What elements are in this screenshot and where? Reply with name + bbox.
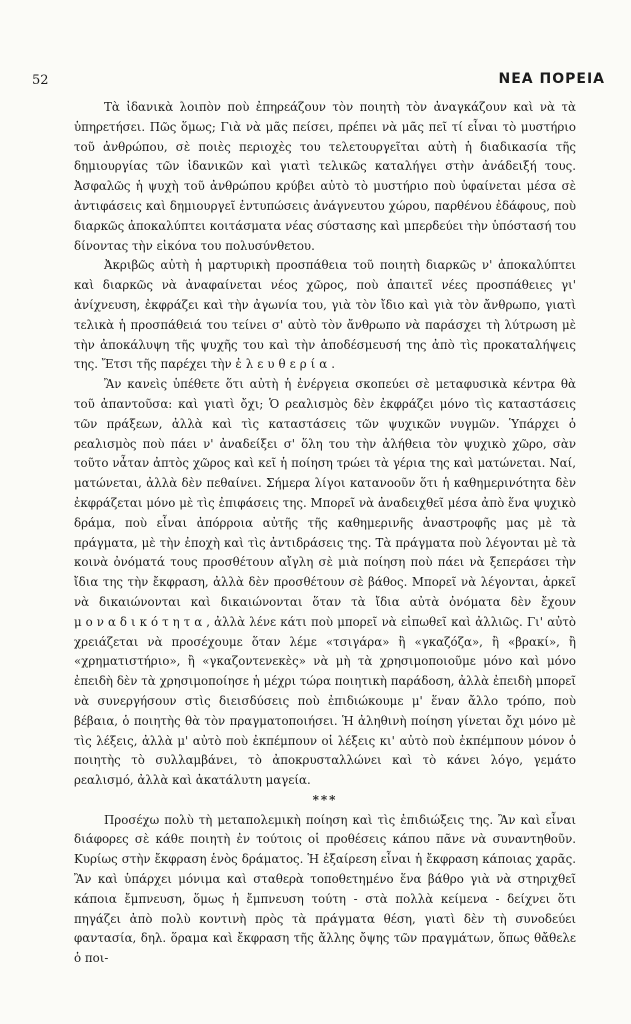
paragraph-3-end: , ἀλλὰ λένε κάτι ποὺ μπορεῖ νὰ εἰπωθεῖ καὶ ἀλλιῶς. Γι' αὐτὸ χρειάζεται νὰ προσέχουμε ὅταν λέμε «τσιγάρα» ἢ «γκαζόζα», ἢ «βρακί», ἢ «χρηματιστήριο», ἢ «γκαζοντενεκὲς» νὰ μὴ τὰ χρησιμοποιοῦμε μόνο καὶ μόνο ἐπειδὴ δὲν τὰ χρησιμοποίησε ἡ μέχρι τώρα ποιητικὴ παράδοση, ἀλλὰ ἐπειδὴ μπορεῖ νὰ συνεργήσουν στὶς διεισδύσεις ποὺ ἐπιδιώκουμε μ' ἕναν ἄλλο τρόπο, ποὺ βέβαια, ὁ ποιητὴς θὰ τὸν πραγματοποιήσει. Ἡ ἀληθινὴ ποίηση γίνεται ὄχι μόνο μὲ τὶς λέξεις, ἀλλὰ μ' αὐτὸ ποὺ ἐκπέμπουν οἱ λέξεις κι' αὐτὸ ποὺ ἐκπέμπουν μόνον ὁ ποιητὴς τὸ συλλαμβάνει, τὸ ἀποκρυσταλλώνει καὶ τὸ κάνει λόγο, γεμάτο ρεαλισμό, ἀλλὰ καὶ ἀκατάλυτη μαγεία. [74, 614, 576, 788]
article-body [74, 98, 576, 969]
spaced-word-uniqueness: μοναδικότητα [74, 614, 207, 629]
spaced-word-freedom: ἐλευθερία [235, 357, 332, 372]
paragraph-3 [74, 375, 576, 791]
paragraph-1: Τὰ ἰδανικὰ λοιπὸν ποὺ ἐπηρεάζουν τὸν ποιητὴ τὸν ἀναγκάζουν καὶ νὰ τὰ ὑπηρετήσει. Πῶς ὅμως; Γιὰ νὰ μᾶς πείσει, πρέπει νὰ μᾶς πεῖ τί εἶναι τὸ μυστήριο τοῦ ἀνθρώπου, σὲ ποιὲς περιοχὲς του τελετουργεῖται αὐτὴ ἡ διαδικασία τῆς δημιουργίας τῶν ἰδανικῶν καὶ γιατὶ τελικῶς καταλήγει στὴν ἀνάδειξή τους. Ἀσφαλῶς ἡ ψυχὴ τοῦ ἀνθρώπου κρύβει αὐτὸ τὸ μυστήριο ποὺ ὑφαίνεται μέσα σὲ ἀντιφάσεις καὶ δημιουργεῖ ἐντυπώσεις ἀνάγνευτου χώρου, παρθένου ἐδάφους, ποὺ διαρκῶς ἀποκαλύπτει κοιτάσματα νέας σύστασης καὶ μπερδεύει τὴν ὑπόστασή του δίνοντας τὴν εἰκόνα του πολυσύνθετου. [74, 100, 576, 253]
paragraph-3-text: Ἂν κανεὶς ὑπέθετε ὅτι αὐτὴ ἡ ἐνέργεια σκοπεύει σὲ μεταφυσικὰ κέντρα θὰ τοῦ ἀπαντοῦσα: καὶ γιατὶ ὄχι; Ὁ ρεαλισμὸς δὲν ἐκφράζει μόνο τὶς καταστάσεις τῶν πράξεων, ἀλλὰ καὶ τὶς καταστάσεις τῶν ψυχικῶν νυγμῶν. Ὑπάρχει ὁ ρεαλισμὸς ποὺ πάει ν' ἀναδείξει σ' ὅλη του τὴν ἀλήθεια τὸν ψυχικὸ χῶρο, σὰν τοῦτο νἆταν ἀπτὸς χῶρος καὶ κεῖ ἡ ποίηση τρώει τὰ γέρια της καὶ ματώνεται. Ναί, ματώνεται, ἀλλὰ δὲν πεθαίνει. Σήμερα λίγοι κατανοοῦν ὅτι ἡ καθημερινότητα δὲν ἐκφράζεται μόνο μὲ τὶς ἐπιφάσεις της. Μπορεῖ νὰ ἀναδειχθεῖ μέσα ἀπὸ ἕνα ψυχικὸ δράμα, ποὺ εἶναι ἀπόρροια αὐτῆς τῆς καθημερινῆς ἀναστροφῆς μας μὲ τὰ πράγματα, μὲ τὴν ἐποχὴ καὶ τὶς ἀντιδράσεις της. Τὰ πράγματα ποὺ λέγονται μὲ τὰ κοινὰ ὀνόματά τους προσθέτουν αἴγλη σὲ μιὰ ποίηση ποὺ πάει νὰ ξεπεράσει τὴν ἴδια της τὴν ἔκφραση, ἀλλὰ δὲν προσθέτουν σὲ βάθος. Μπορεῖ νὰ λέγονται, ἀρκεῖ νὰ δικαιώνονται καὶ δικαιώνονται ὅταν τὰ ἴδια αὐτὰ ὀνόματα δὲν ἔχουν [74, 377, 576, 609]
paragraph-2 [74, 256, 576, 375]
page-number: 52 [32, 73, 49, 88]
section-separator: *** [312, 792, 338, 807]
paragraph-2-text: Ἀκριβῶς αὐτὴ ἡ μαρτυρικὴ προσπάθεια τοῦ ποιητὴ διαρκῶς ν' ἀποκαλύπτει καὶ διαρκῶς νὰ ἀναφαίνεται νέος χῶρος, ποὺ ἀπαιτεῖ νέες προσπάθειες γι' ἀνίχνευση, ἐκφράζει καὶ τὴν ἀγωνία του, γιὰ τὸν ἴδιο καὶ γιὰ τὸν ἄνθρωπο, γιατὶ τελικὰ ἡ προσπάθειά του τείνει σ' αὐτὸ τὸν ἄνθρωπο νὰ παράσχει τὴ λύτρωση μὲ τὴν ἀποκάλυψη τῆς ψυχῆς του καὶ τὴν ἀποδέσμευσή της ἀπὸ τὶς προκαταλήψεις της. Ἔτσι τῆς παρέχει τὴν [74, 258, 576, 372]
paragraph-4: Προσέχω πολὺ τὴ μεταπολεμικὴ ποίηση καὶ τὶς ἐπιδιώξεις της. Ἂν καὶ εἶναι διάφορες σὲ κάθε ποιητὴ ἐν τούτοις οἱ προθέσεις κάπου πᾶνε νὰ συναντηθοῦν. Κυρίως στὴν ἔκφραση ἑνὸς δράματος. Ἡ ἐξαίρεση εἶναι ἡ ἔκφραση κάποιας χαρᾶς. Ἂν καὶ ὑπάρχει μόνιμα καὶ σταθερὰ τοποθετημένο ἕνα βάθρο γιὰ νὰ στηριχθεῖ κάποια ἔμπνευση, ὅμως ἡ ἔμπνευση τούτη - στὰ πολλὰ κείμενα - δείχνει ὅτι πηγάζει ἀπὸ πολὺ κοντινὴ πρὸς τὰ πράγματα θέση, γιατὶ δὲν τὴ συνοδεύει φαντασία, δηλ. ὅραμα καὶ ἔκφραση τῆς ἄλλης ὄψης τῶν πραγμάτων, ὅπως θἄθελε ὁ ποι- [74, 812, 576, 966]
journal-title: ΝΕΑ ΠΟΡΕΙΑ [498, 71, 605, 87]
paragraph-2-end: . [331, 357, 336, 372]
